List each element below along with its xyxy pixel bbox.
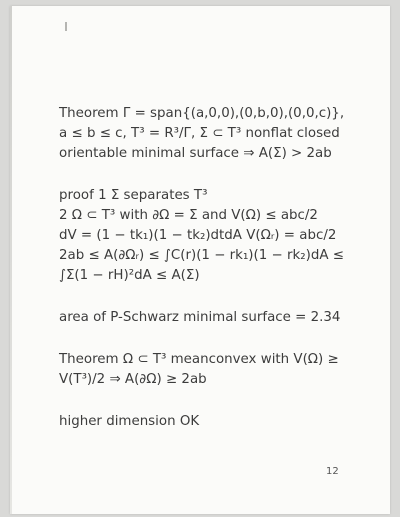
proof-line: proof 1 Σ separates T³ [59,188,208,203]
schwarz-line: area of P-Schwarz minimal surface = 2.34 [59,310,341,325]
theorem-2 [59,350,384,390]
theorem-1-line: a ≤ b ≤ c, T³ = R³/Γ, Σ ⊂ T³ nonflat closed [59,126,340,141]
theorem-1-line: orientable minimal surface ⇒ A(Σ) > 2ab [59,146,332,161]
theorem-2-line: Theorem Ω ⊂ T³ meanconvex with V(Ω) ≥ [59,352,339,367]
schwarz-block [59,308,384,328]
theorem-1-line: Theorem Γ = span{(a,0,0),(0,b,0),(0,0,c)}, [59,106,345,121]
proof-block [59,186,384,286]
proof-line: ∫Σ(1 − rH)²dA ≤ A(Σ) [59,268,200,283]
remark-block [59,412,384,432]
theorem-2-line: V(T³)/2 ⇒ A(∂Ω) ≥ 2ab [59,372,207,387]
scan-mark [65,22,67,31]
proof-line: 2 Ω ⊂ T³ with ∂Ω = Σ and V(Ω) ≤ abc/2 [59,208,318,223]
slide-page [10,6,390,514]
page-edge [10,6,12,514]
slide-content [59,104,384,450]
proof-line: 2ab ≤ A(∂Ωᵣ) ≤ ∫C(r)(1 − rk₁)(1 − rk₂)dA ≤ [59,248,344,263]
page-number: 12 [326,466,339,477]
proof-line: dV = (1 − tk₁)(1 − tk₂)dtdA V(Ωᵣ) = abc/2 [59,228,337,243]
theorem-1 [59,104,384,164]
remark-line: higher dimension OK [59,414,200,429]
